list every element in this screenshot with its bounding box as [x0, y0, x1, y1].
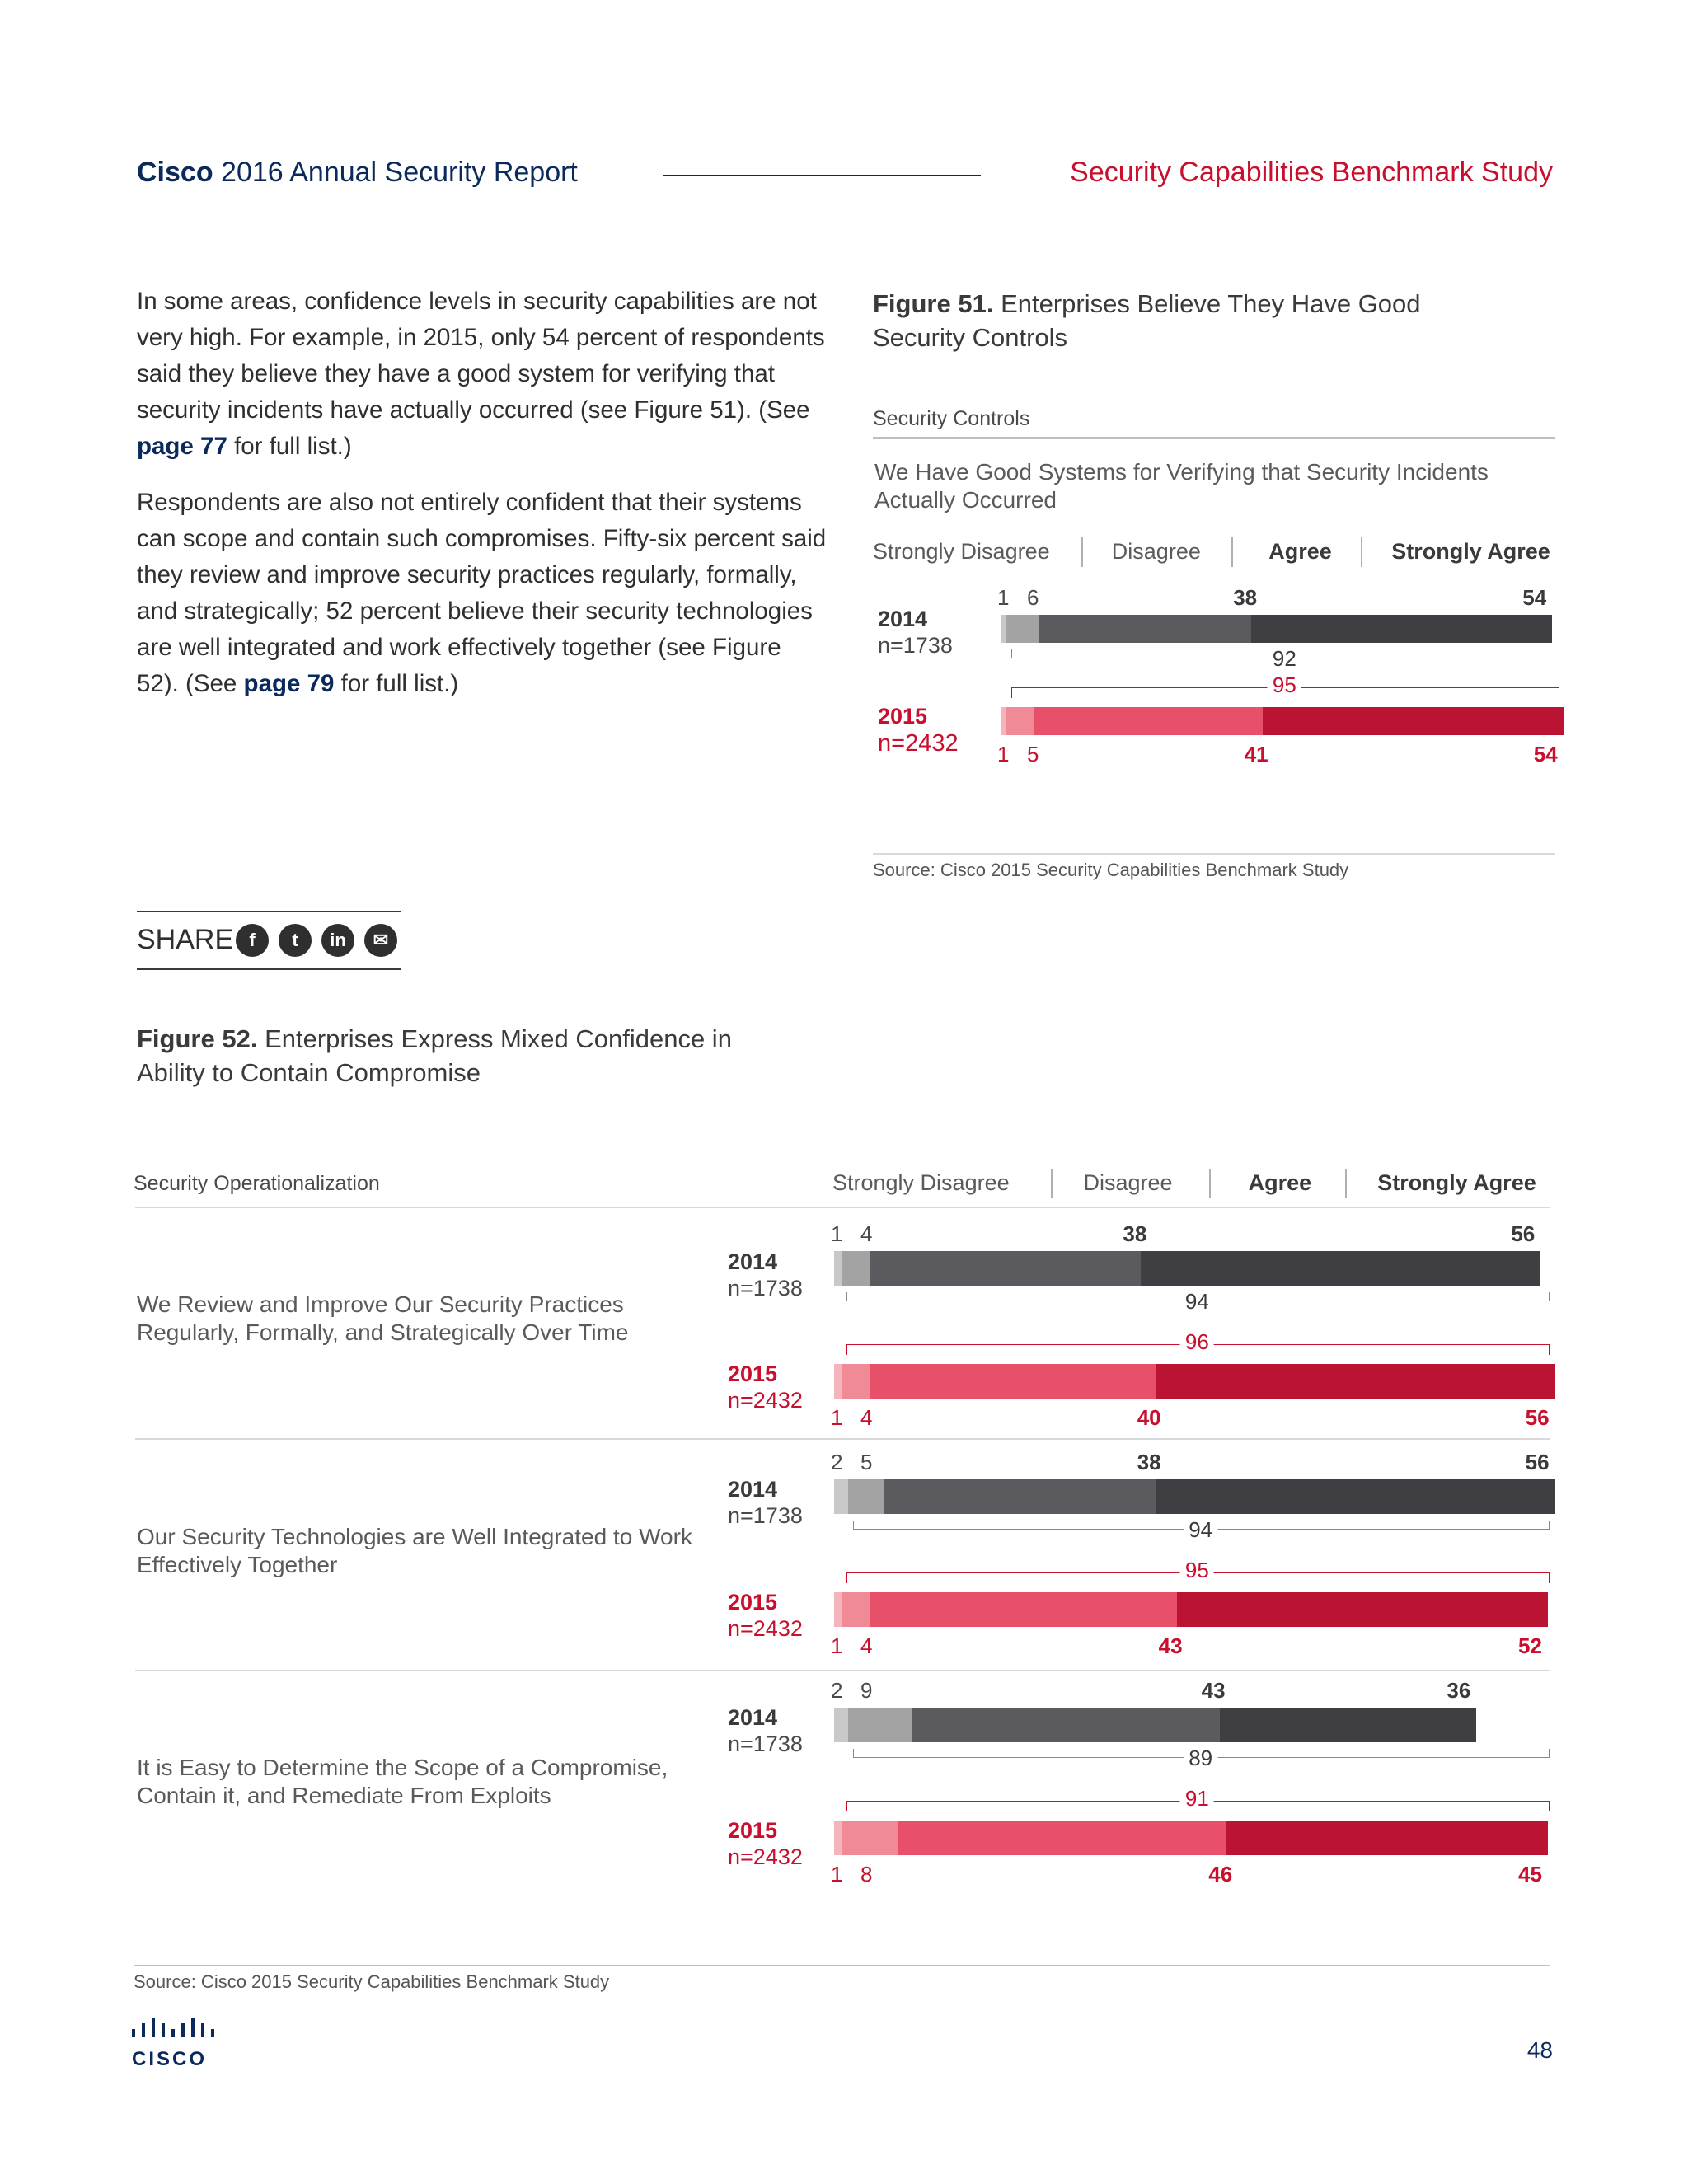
sample-size: n=2432 — [728, 1388, 803, 1413]
data-label: 5 — [860, 1450, 873, 1474]
data-label: 45 — [1518, 1862, 1542, 1886]
data-label: 1 — [997, 585, 1010, 610]
question-label: We Review and Improve Our Security Practices Regularly, Formally, and Strategically Over Time — [137, 1291, 629, 1345]
bar-segment-strongly-disagree — [1001, 707, 1006, 735]
data-label: 38 — [1137, 1450, 1161, 1474]
data-label: 38 — [1233, 585, 1258, 610]
cisco-logo — [132, 2018, 214, 2075]
data-label: 9 — [860, 1678, 873, 1703]
data-label: 56 — [1525, 1405, 1550, 1430]
data-label: 2 — [831, 1678, 843, 1703]
data-label: 4 — [860, 1221, 873, 1246]
legend-agree: Agree — [1248, 1170, 1312, 1195]
data-label: 1 — [831, 1633, 843, 1658]
bar-segment-strongly-agree — [1156, 1479, 1555, 1514]
paragraph-1: In some areas, confidence levels in security capabilities are not very high. For example, in 2015, only 54 percent of respondents said they believe they have a good system for verifying that security incidents have actually occurred (see Figure 51). (See page 77 for full list.) — [137, 288, 825, 460]
agree-total-label: 89 — [1184, 1746, 1217, 1771]
bar-segment-strongly-agree — [1220, 1708, 1477, 1742]
data-label: 43 — [1158, 1633, 1183, 1658]
data-label: 54 — [1533, 742, 1558, 766]
bar-segment-strongly-disagree — [1001, 615, 1006, 643]
share-bar — [137, 911, 401, 970]
bar-segment-disagree — [1006, 707, 1034, 735]
legend-separator — [1345, 1169, 1347, 1198]
bar-segment-strongly-disagree — [834, 1821, 842, 1855]
cisco-logo-bars — [132, 2018, 214, 2042]
email-icon[interactable]: ✉ — [364, 924, 397, 957]
data-label: 1 — [831, 1405, 843, 1430]
twitter-icon[interactable]: t — [279, 924, 312, 957]
sample-size: n=2432 — [878, 730, 959, 757]
data-label: 1 — [831, 1862, 843, 1886]
bar-segment-strongly-agree — [1251, 615, 1552, 643]
page-79-link[interactable]: page 79 — [243, 670, 335, 697]
legend-strongly-disagree: Strongly Disagree — [832, 1170, 1010, 1195]
bar-segment-strongly-disagree — [834, 1251, 842, 1286]
data-label: 36 — [1447, 1678, 1471, 1703]
bar-segment-strongly-disagree — [834, 1708, 848, 1742]
sample-size: n=2432 — [728, 1844, 803, 1869]
data-label: 40 — [1137, 1405, 1161, 1430]
legend-disagree: Disagree — [1111, 539, 1201, 564]
bar-segment-strongly-agree — [1263, 707, 1564, 735]
data-label: 46 — [1208, 1862, 1233, 1886]
bar-segment-agree — [1039, 615, 1251, 643]
bar-segment-strongly-agree — [1177, 1592, 1548, 1627]
header-divider — [663, 175, 981, 176]
bar-segment-agree — [912, 1708, 1219, 1742]
bar-segment-disagree — [842, 1251, 870, 1286]
legend-disagree: Disagree — [1083, 1170, 1173, 1195]
bar-segment-agree — [870, 1364, 1155, 1399]
year-label: 2015 — [728, 1590, 778, 1615]
figure-51-title: Figure 51. Enterprises Believe They Have Good Security Controls — [873, 289, 1421, 352]
row-divider — [135, 1670, 1550, 1671]
linkedin-icon[interactable]: in — [321, 924, 354, 957]
data-label: 4 — [860, 1405, 873, 1430]
data-label: 56 — [1525, 1450, 1550, 1474]
legend-separator — [1051, 1169, 1053, 1198]
agree-total-label: 95 — [1180, 1558, 1214, 1583]
question-label: Our Security Technologies are Well Integrated to Work Effectively Together — [137, 1524, 692, 1577]
page-number: 48 — [1526, 2037, 1553, 2063]
bar-segment-agree — [870, 1592, 1176, 1627]
data-label: 52 — [1518, 1633, 1542, 1658]
year-label: 2014 — [728, 1705, 778, 1730]
figure-51-subtitle: Security Controls — [873, 407, 1030, 430]
row-divider — [135, 1438, 1550, 1440]
data-label: 1 — [997, 742, 1010, 766]
bar-segment-agree — [870, 1251, 1141, 1286]
data-label: 8 — [860, 1862, 873, 1886]
agree-total-label: 91 — [1180, 1786, 1214, 1811]
agree-total-label: 92 — [1268, 646, 1301, 672]
question-label: It is Easy to Determine the Scope of a Compromise, Contain it, and Remediate From Exploits — [137, 1755, 668, 1808]
sample-size: n=1738 — [878, 633, 953, 658]
cisco-logo-text: CISCO — [132, 2048, 208, 2070]
agree-total-label: 94 — [1180, 1289, 1214, 1315]
bar-segment-disagree — [842, 1592, 870, 1627]
legend-separator — [1209, 1169, 1211, 1198]
sample-size: n=1738 — [728, 1503, 803, 1528]
legend-strongly-agree: Strongly Agree — [1377, 1170, 1536, 1195]
year-label: 2015 — [878, 704, 928, 729]
figure-51-question: We Have Good Systems for Verifying that Security Incidents Actually Occurred — [874, 459, 1489, 513]
data-label: 38 — [1123, 1221, 1147, 1246]
bar-segment-strongly-agree — [1141, 1251, 1540, 1286]
bar-segment-disagree — [842, 1364, 870, 1399]
bar-segment-strongly-disagree — [834, 1592, 842, 1627]
data-label: 2 — [831, 1450, 843, 1474]
sample-size: n=1738 — [728, 1732, 803, 1756]
legend-separator — [1361, 537, 1362, 567]
bar-segment-disagree — [848, 1479, 884, 1514]
bar-segment-strongly-agree — [1226, 1821, 1548, 1855]
bar-segment-disagree — [848, 1708, 912, 1742]
data-label: 5 — [1027, 742, 1039, 766]
facebook-icon[interactable]: f — [236, 924, 269, 957]
bar-segment-agree — [1034, 707, 1263, 735]
data-label: 4 — [860, 1633, 873, 1658]
bar-segment-strongly-agree — [1156, 1364, 1555, 1399]
data-label: 43 — [1201, 1678, 1226, 1703]
legend-separator — [1081, 537, 1083, 567]
data-label: 6 — [1027, 585, 1039, 610]
year-label: 2014 — [728, 1249, 778, 1274]
figure-51-source-rule — [873, 853, 1555, 855]
year-label: 2015 — [728, 1361, 778, 1386]
figure-52-source: Source: Cisco 2015 Security Capabilities Benchmark Study — [134, 1971, 610, 1992]
data-label: 1 — [831, 1221, 843, 1246]
year-label: 2014 — [878, 607, 928, 631]
data-label: 41 — [1244, 742, 1268, 766]
bar-segment-strongly-disagree — [834, 1479, 848, 1514]
legend-agree: Agree — [1268, 539, 1332, 564]
sample-size: n=1738 — [728, 1276, 803, 1301]
year-label: 2014 — [728, 1477, 778, 1502]
bar-segment-strongly-disagree — [834, 1364, 842, 1399]
bar-segment-agree — [884, 1479, 1156, 1514]
figure-51-source: Source: Cisco 2015 Security Capabilities Benchmark Study — [873, 860, 1349, 880]
paragraph-2: Respondents are also not entirely confident that their systems can scope and contain such compromises. Fifty-six percent said they review and improve security practices regularly, formally, and strategically; 52 percent believe their security technologies are well integrated and work effectively together (see Figure 52). (See page 79 for full list.) — [137, 489, 827, 697]
data-label: 56 — [1511, 1221, 1536, 1246]
bar-segment-disagree — [1006, 615, 1040, 643]
page-77-link[interactable]: page 77 — [137, 433, 227, 460]
share-label: SHARE — [137, 924, 234, 955]
agree-total-label: 96 — [1180, 1329, 1214, 1355]
agree-total-label: 95 — [1268, 673, 1301, 698]
sample-size: n=2432 — [728, 1616, 803, 1641]
agree-total-label: 94 — [1184, 1517, 1217, 1543]
bar-segment-agree — [898, 1821, 1226, 1855]
section-title: Security Capabilities Benchmark Study — [1070, 157, 1553, 188]
data-label: 54 — [1522, 585, 1547, 610]
figure-52-title: Figure 52. Enterprises Express Mixed Confidence in Ability to Contain Compromise — [137, 1024, 732, 1087]
legend-strongly-disagree: Strongly Disagree — [873, 539, 1050, 564]
figure-52-source-rule — [134, 1965, 1550, 1966]
bar-segment-disagree — [842, 1821, 898, 1855]
report-title: Cisco 2016 Annual Security Report — [137, 157, 578, 188]
legend-strongly-agree: Strongly Agree — [1391, 539, 1550, 564]
figure-52-subtitle: Security Operationalization — [134, 1172, 380, 1195]
figure-52-rule — [135, 1207, 1550, 1208]
year-label: 2015 — [728, 1818, 778, 1843]
legend-separator — [1231, 537, 1233, 567]
figure-51-rule — [873, 437, 1555, 439]
